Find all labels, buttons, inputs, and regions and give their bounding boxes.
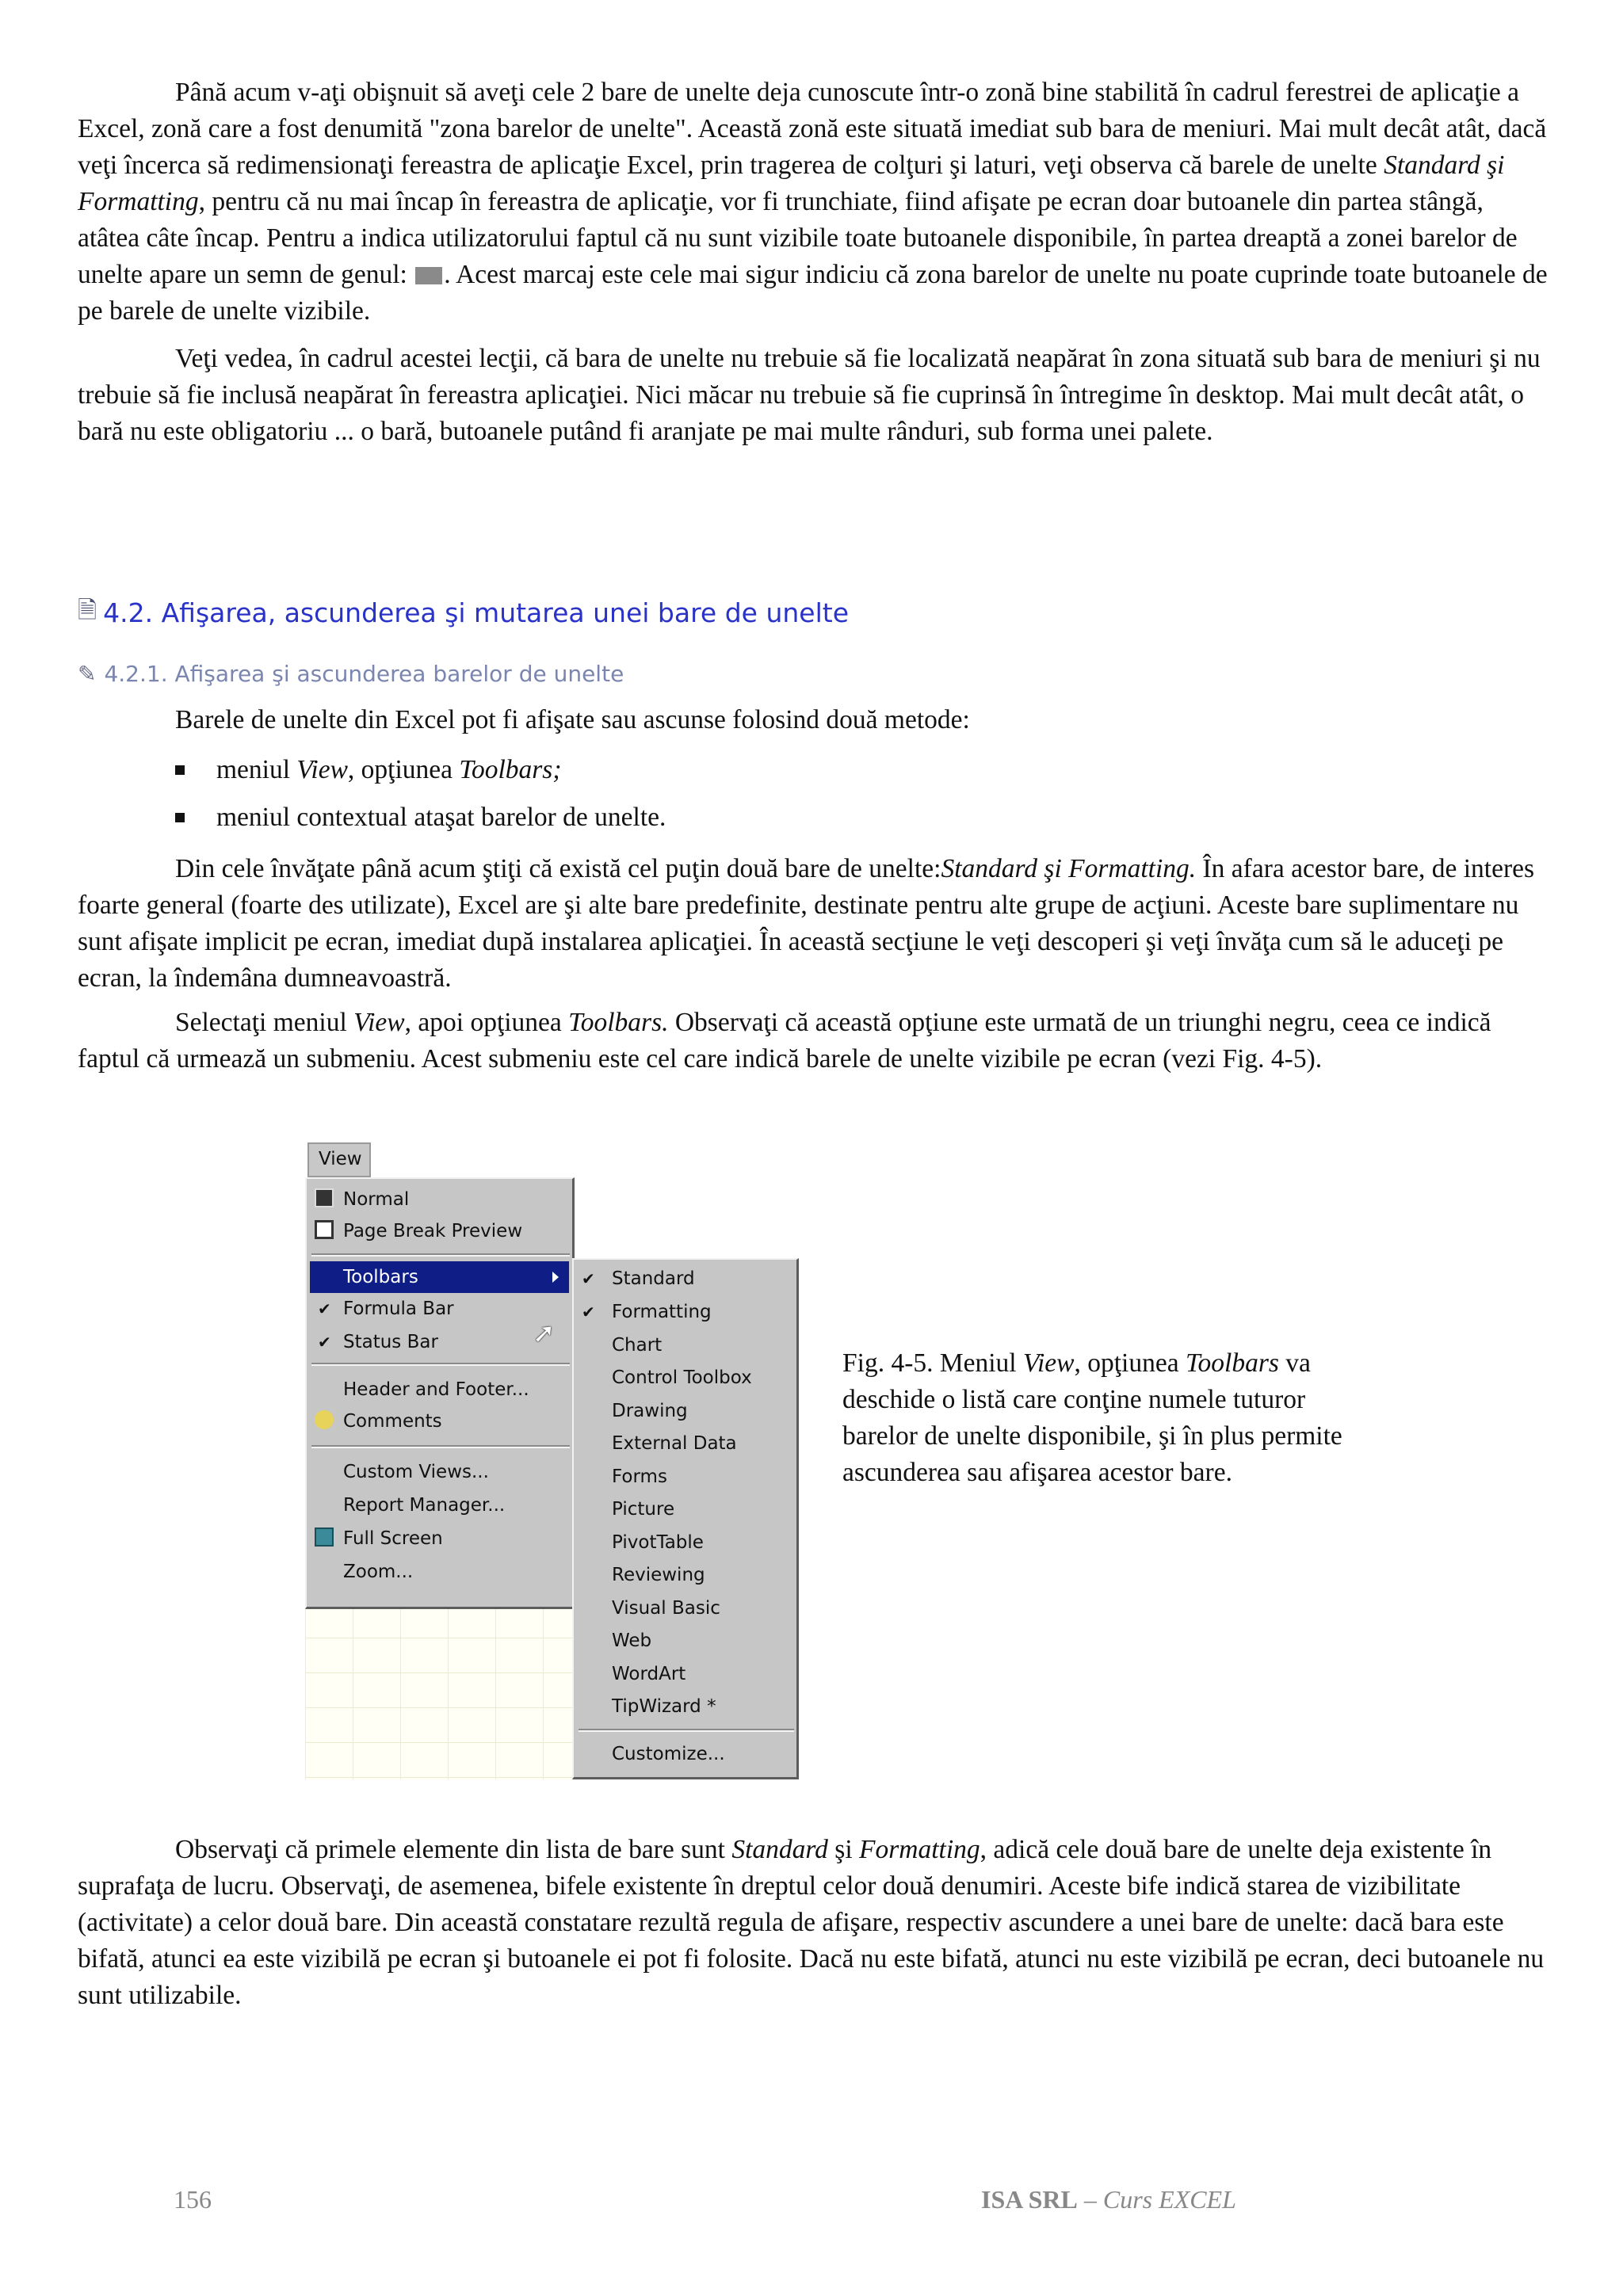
submenu-item-customize[interactable]: Customize...: [612, 1744, 725, 1764]
submenu-item-standard[interactable]: Standard: [612, 1268, 695, 1289]
bullet-icon: [175, 813, 185, 822]
list-item: [175, 794, 666, 841]
menu-item-toolbars[interactable]: Toolbars: [343, 1267, 418, 1287]
view-menu: [305, 1177, 575, 1609]
toolbars-submenu: [572, 1258, 799, 1779]
menu-separator: [311, 1363, 570, 1366]
submenu-item-reviewing[interactable]: Reviewing: [612, 1565, 705, 1585]
check-icon: ✔: [582, 1302, 595, 1322]
bullet-1-text: meniul View, opţiunea Toolbars;: [216, 755, 562, 784]
menu-item-custom-views[interactable]: Custom Views...: [343, 1462, 489, 1482]
comments-icon: [315, 1410, 334, 1429]
menu-item-zoom[interactable]: Zoom...: [343, 1562, 414, 1582]
intro-p1-part-c: . Acest marcaj este cele mai sigur indiciu că zona barelor de unelte nu poate cuprinde toate butoanele de pe barele de unelte vizibile.: [78, 260, 1548, 326]
methods-list: [175, 746, 666, 841]
intro-p1-part-a: Până acum v-aţi obişnuit să aveţi cele 2 bare de unelte deja cunoscute într-o zonă bine stabilită în cadrul ferestrei de aplicaţie a Excel, zonă care a fost denumită "zona barelor de unelte". Această zonă este situată imediat sub bara de meniuri. Mai mult decât atât, dacă veţi încerca să redimensionaţi fereastra de aplicaţie Excel, prin tragerea de colţuri şi laturi, veţi observa că barele de unelte: [78, 78, 1547, 180]
menu-item-page-break-preview[interactable]: Page Break Preview: [343, 1221, 523, 1241]
section-heading: [78, 593, 849, 633]
check-icon: ✔: [318, 1299, 331, 1318]
normal-view-icon: [315, 1188, 334, 1207]
page-break-icon: [315, 1220, 334, 1239]
subsection-heading: [78, 661, 624, 687]
menu-separator: [311, 1253, 570, 1257]
page-number: 156: [174, 2185, 212, 2214]
mouse-cursor-icon: ➚: [533, 1318, 556, 1349]
submenu-item-web[interactable]: Web: [612, 1630, 652, 1651]
menu-item-comments[interactable]: Comments: [343, 1411, 442, 1432]
subsection-title: 4.2.1. Afişarea şi ascunderea barelor de unelte: [104, 661, 624, 687]
submenu-item-chart[interactable]: Chart: [612, 1335, 663, 1356]
submenu-item-control-toolbox[interactable]: Control Toolbox: [612, 1367, 752, 1388]
methods-intro-text: Barele de unelte din Excel pot fi afişate sau ascunse folosind două metode:: [175, 705, 970, 734]
submenu-item-drawing[interactable]: Drawing: [612, 1401, 688, 1421]
submenu-item-visual-basic[interactable]: Visual Basic: [612, 1598, 720, 1619]
menu-item-normal[interactable]: Normal: [343, 1189, 410, 1210]
submenu-item-forms[interactable]: Forms: [612, 1466, 667, 1487]
submenu-item-formatting[interactable]: Formatting: [612, 1302, 712, 1322]
pencil-icon: ✎: [78, 661, 97, 687]
intro-p1-part-b: , pentru că nu mai încap în fereastra de aplicaţie, vor fi trunchiate, fiind afişate pe ecran doar butoanele din partea stângă, atâtea câte încap. Pentru a indica utilizatorului faptul că nu sunt vizibile toate butoanele disponibile, în partea dreaptă a zonei barelor de unelte apare un semn de genul:: [78, 187, 1518, 289]
menu-separator: [579, 1729, 794, 1732]
worksheet-grid: [305, 1603, 575, 1779]
menu-item-full-screen[interactable]: Full Screen: [343, 1528, 443, 1549]
intro-paragraph-2: Veţi vedea, în cadrul acestei lecţii, că bara de unelte nu trebuie să fie localizată neapărat în zona situată sub bara de meniuri şi nu trebuie să fie inclusă neapărat în fereastra aplicaţiei. Nici măcar nu trebuie să fie cuprinsă în întregime în desktop. Mai mult decât atât, o bară nu este obligatoriu ... o bară, butoanele putând fi aranjate pe mai multe rânduri, sub forma unei palete.: [78, 344, 1541, 446]
intro-paragraph-1: [78, 74, 1550, 330]
submenu-item-pivottable[interactable]: PivotTable: [612, 1532, 704, 1553]
submenu-item-tipwizard[interactable]: TipWizard *: [612, 1696, 716, 1717]
menu-separator: [311, 1445, 570, 1448]
bullet-2-text: meniul contextual ataşat barelor de unelte.: [216, 803, 666, 832]
menu-item-header-footer[interactable]: Header and Footer...: [343, 1379, 529, 1400]
intro-p1-emphasis: Standard şi Formatting: [78, 151, 1505, 216]
submenu-arrow-icon: [552, 1272, 559, 1283]
view-menu-title[interactable]: View: [307, 1142, 371, 1177]
body-paragraph-4: Selectaţi meniul View, apoi opţiunea Toolbars. Observaţi că această opţiune este urmată de un triunghi negru, ceea ce indică faptul că urmează un submeniu. Acest submeniu este cel care indică barele de unelte vizibile pe ecran (vezi Fig. 4-5).: [78, 1008, 1491, 1074]
submenu-item-wordart[interactable]: WordArt: [612, 1664, 686, 1684]
figure-caption: Fig. 4-5. Meniul View, opţiunea Toolbars va deschide o listă care conţine numele tuturor barelor de unelte disponibile, şi în plus permite ascunderea sau afişarea acestor bare.: [842, 1348, 1342, 1487]
section-title: 4.2. Afişarea, ascunderea şi mutarea unei bare de unelte: [103, 597, 850, 628]
document-icon: 🗎: [78, 597, 97, 624]
check-icon: ✔: [318, 1333, 331, 1352]
menu-item-report-manager[interactable]: Report Manager...: [343, 1495, 506, 1516]
bullet-icon: [175, 765, 185, 775]
menu-item-formula-bar[interactable]: Formula Bar: [343, 1299, 454, 1319]
intro-text: [78, 74, 1550, 450]
footer-brand: ISA SRL – Curs EXCEL: [981, 2185, 1236, 2214]
submenu-item-picture[interactable]: Picture: [612, 1499, 675, 1520]
toolbar-overflow-marker-icon: [415, 267, 442, 284]
list-item: [175, 746, 666, 794]
methods-intro: [78, 702, 1550, 738]
view-menu-screenshot: [305, 1139, 799, 1779]
check-icon: ✔: [582, 1269, 595, 1288]
menu-item-status-bar[interactable]: Status Bar: [343, 1332, 438, 1352]
full-screen-icon: [315, 1527, 334, 1547]
submenu-item-external-data[interactable]: External Data: [612, 1433, 737, 1454]
body-paragraph-3: Din cele învăţate până acum ştiţi că există cel puţin două bare de unelte:Standard şi Formatting. În afara acestor bare, de interes foarte general (foarte des utilizate), Excel are şi alte bare predefinite, destinate pentru alte grupe de acţiuni. Aceste bare suplimentare nu sunt afişate implicit pe ecran, imediat după instalarea aplicaţiei. În această secţiune le veţi descoperi şi veţi învăţa cum să le aduceţi pe ecran, la îndemâna dumneavoastră.: [78, 854, 1535, 993]
body-paragraph-5: Observaţi că primele elemente din lista de bare sunt Standard şi Formatting, adică cele două bare de unelte deja existente în suprafaţa de lucru. Observaţi, de asemenea, bifele existente în dreptul celor două denumiri. Aceste bife indică starea de vizibilitate (activitate) a celor două bare. Din această constatare rezultă regula de afişare, respectiv ascundere a unei bare de unelte: dacă bara este bifată, atunci ea este vizibilă pe ecran şi butoanele ei pot fi folosite. Dacă nu este bifată, atunci nu este vizibilă pe ecran, deci butoanele nu sunt utilizabile.: [78, 1835, 1545, 2010]
